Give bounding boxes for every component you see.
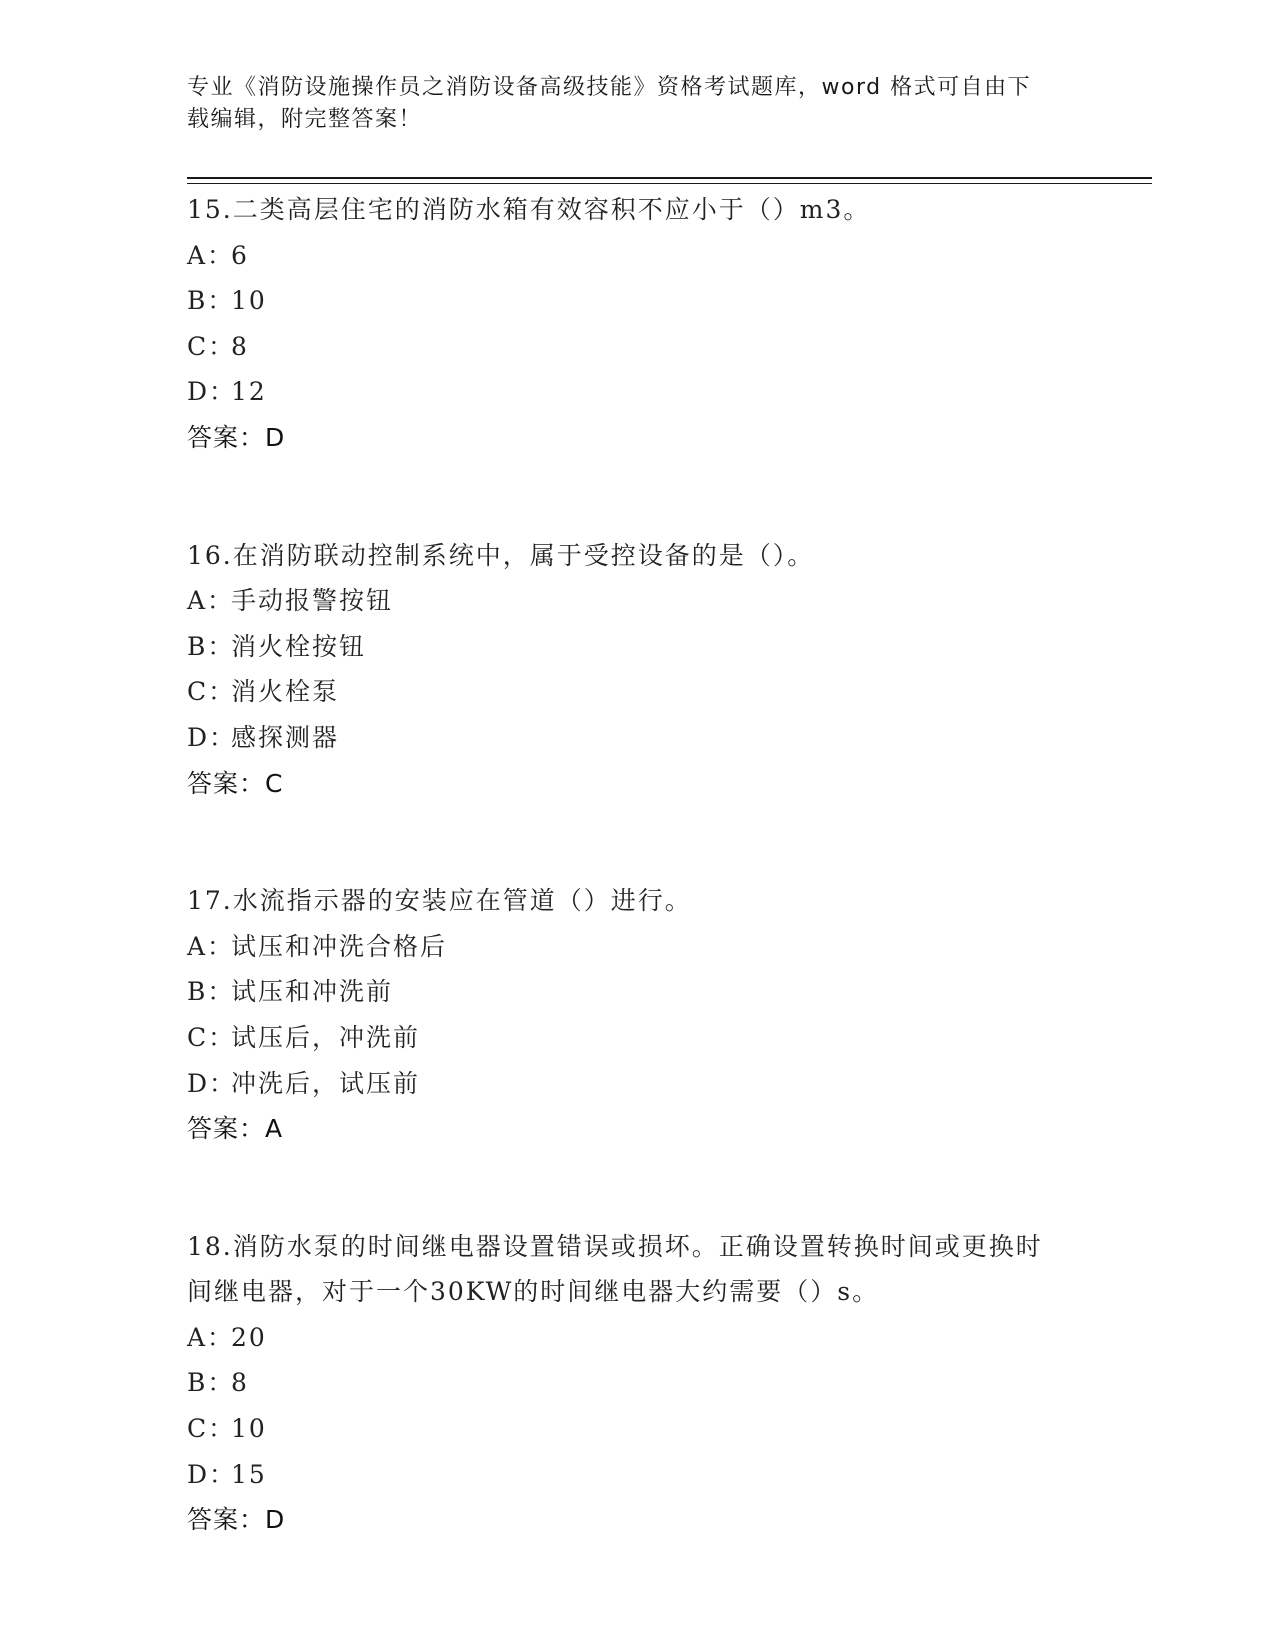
option-a: [187, 233, 1087, 279]
option-text: 感探测器: [231, 722, 340, 752]
option-text: 手动报警按钮: [231, 586, 394, 616]
option-label: B：: [187, 977, 235, 1007]
header-divider-thin: [187, 183, 1152, 184]
option-b: [187, 1360, 1087, 1406]
question-spacer: [187, 830, 1087, 878]
option-label: B：: [187, 286, 235, 316]
option-c: [187, 669, 1087, 715]
option-text: 试压后，冲洗前: [231, 1022, 421, 1052]
question-16: [187, 533, 1087, 807]
option-c: [187, 324, 1087, 370]
option-label: D：: [187, 1459, 237, 1489]
option-text: 8: [231, 331, 249, 361]
option-b: [187, 969, 1087, 1015]
question-15: [187, 187, 1087, 461]
answer-line: 答案：D: [187, 422, 286, 452]
header-divider-thick: [187, 177, 1152, 179]
question-title: 15.二类高层住宅的消防水箱有效容积不应小于（）m3。: [187, 195, 871, 224]
option-c: [187, 1015, 1087, 1061]
option-a: [187, 924, 1087, 970]
option-label: C：: [187, 677, 236, 707]
option-label: A：: [187, 240, 235, 270]
option-d: [187, 1452, 1087, 1498]
option-label: A：: [187, 1322, 235, 1352]
option-text: 消火栓按钮: [231, 631, 367, 661]
option-label: B：: [187, 631, 235, 661]
document-header: [187, 72, 1067, 136]
question-18: [187, 1224, 1087, 1543]
answer-line: 答案：D: [187, 1505, 286, 1535]
option-text: 10: [231, 1414, 267, 1444]
option-d: [187, 1061, 1087, 1107]
option-text: 8: [231, 1368, 249, 1398]
option-a: [187, 1315, 1087, 1361]
option-text: 12: [231, 377, 267, 407]
answer-line: 答案：A: [187, 1114, 284, 1144]
header-line-2: 载编辑，附完整答案！: [187, 107, 423, 132]
question-title: 18.消防水泵的时间继电器设置错误或损坏。正确设置转换时间或更换时间继电器，对于一个30KW的时间继电器大约需要（）s。: [187, 1231, 1043, 1307]
question-title: 16.在消防联动控制系统中，属于受控设备的是（）。: [187, 540, 815, 570]
option-text: 冲洗后，试压前: [231, 1068, 421, 1098]
option-text: 10: [231, 286, 267, 316]
option-text: 试压和冲洗前: [231, 977, 394, 1007]
question-list: [187, 187, 1087, 1567]
option-text: 消火栓泵: [231, 677, 340, 707]
option-label: C：: [187, 1022, 236, 1052]
option-label: D：: [187, 377, 237, 407]
option-text: 试压和冲洗合格后: [231, 931, 448, 961]
option-label: C：: [187, 331, 236, 361]
option-label: D：: [187, 722, 237, 752]
option-a: [187, 578, 1087, 624]
option-b: [187, 624, 1087, 670]
option-d: [187, 369, 1087, 415]
question-title: 17.水流指示器的安装应在管道（）进行。: [187, 886, 692, 916]
question-spacer: [187, 1176, 1087, 1224]
option-label: A：: [187, 931, 235, 961]
option-label: B：: [187, 1368, 235, 1398]
question-17: [187, 878, 1087, 1152]
answer-line: 答案：C: [187, 768, 284, 798]
header-line-1: 专业《消防设施操作员之消防设备高级技能》资格考试题库，word 格式可自由下: [187, 75, 1032, 100]
option-c: [187, 1406, 1087, 1452]
option-text: 15: [231, 1459, 267, 1489]
option-label: A：: [187, 586, 235, 616]
option-text: 6: [231, 240, 249, 270]
option-text: 20: [231, 1322, 267, 1352]
option-d: [187, 715, 1087, 761]
question-spacer: [187, 485, 1087, 533]
option-b: [187, 278, 1087, 324]
option-label: D：: [187, 1068, 237, 1098]
option-label: C：: [187, 1414, 236, 1444]
